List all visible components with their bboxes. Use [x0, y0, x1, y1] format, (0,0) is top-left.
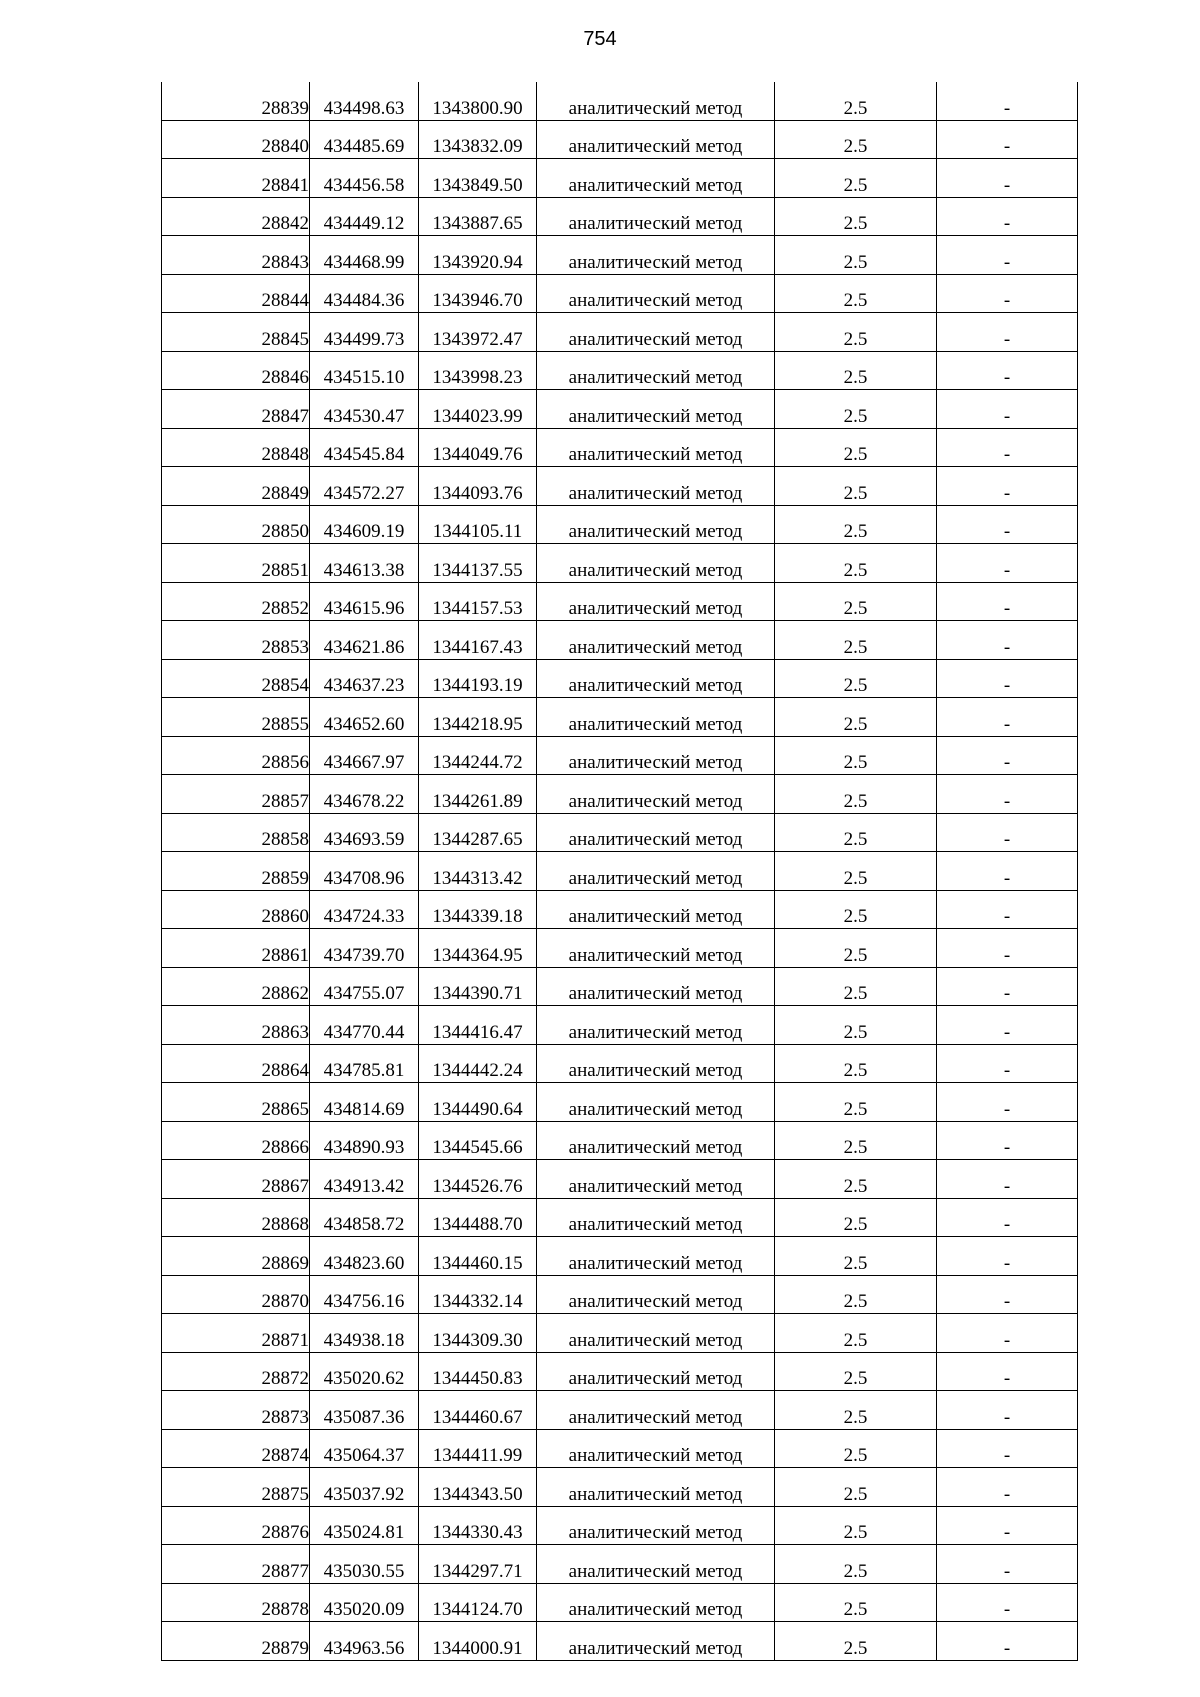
- table-row: [162, 1121, 1078, 1160]
- y-coordinate-cell: 1344416.47: [419, 1006, 537, 1045]
- table-row: [162, 736, 1078, 775]
- accuracy-cell: 2.5: [775, 544, 937, 583]
- accuracy-cell: 2.5: [775, 813, 937, 852]
- table-row: [162, 698, 1078, 737]
- x-coordinate-cell: 434609.19: [310, 505, 419, 544]
- table-row: [162, 467, 1078, 506]
- point-number-cell: 28859: [162, 852, 310, 891]
- y-coordinate-cell: 1344390.71: [419, 967, 537, 1006]
- accuracy-cell: 2.5: [775, 1198, 937, 1237]
- note-cell: -: [937, 1468, 1078, 1507]
- accuracy-cell: 2.5: [775, 698, 937, 737]
- y-coordinate-cell: 1344488.70: [419, 1198, 537, 1237]
- point-number-cell: 28847: [162, 390, 310, 429]
- table-row: [162, 1314, 1078, 1353]
- table-row: [162, 1545, 1078, 1584]
- note-cell: -: [937, 505, 1078, 544]
- accuracy-cell: 2.5: [775, 505, 937, 544]
- accuracy-cell: 2.5: [775, 159, 937, 198]
- x-coordinate-cell: 434484.36: [310, 274, 419, 313]
- point-number-cell: 28876: [162, 1506, 310, 1545]
- note-cell: -: [937, 1121, 1078, 1160]
- accuracy-cell: 2.5: [775, 1275, 937, 1314]
- x-coordinate-cell: 434756.16: [310, 1275, 419, 1314]
- point-number-cell: 28868: [162, 1198, 310, 1237]
- accuracy-cell: 2.5: [775, 1044, 937, 1083]
- page-number: 754: [583, 28, 617, 50]
- x-coordinate-cell: 435024.81: [310, 1506, 419, 1545]
- accuracy-cell: 2.5: [775, 1352, 937, 1391]
- point-number-cell: 28861: [162, 929, 310, 968]
- y-coordinate-cell: 1344261.89: [419, 775, 537, 814]
- x-coordinate-cell: 434615.96: [310, 582, 419, 621]
- table-row: [162, 1352, 1078, 1391]
- accuracy-cell: 2.5: [775, 120, 937, 159]
- method-cell: аналитический метод: [537, 1083, 775, 1122]
- y-coordinate-cell: 1343887.65: [419, 197, 537, 236]
- note-cell: -: [937, 775, 1078, 814]
- method-cell: аналитический метод: [537, 1391, 775, 1430]
- point-number-cell: 28864: [162, 1044, 310, 1083]
- y-coordinate-cell: 1344105.11: [419, 505, 537, 544]
- method-cell: аналитический метод: [537, 467, 775, 506]
- accuracy-cell: 2.5: [775, 1429, 937, 1468]
- table-row: [162, 82, 1078, 120]
- point-number-cell: 28858: [162, 813, 310, 852]
- note-cell: -: [937, 1006, 1078, 1045]
- method-cell: аналитический метод: [537, 775, 775, 814]
- note-cell: -: [937, 544, 1078, 583]
- accuracy-cell: 2.5: [775, 1622, 937, 1661]
- note-cell: -: [937, 1622, 1078, 1661]
- table-row: [162, 582, 1078, 621]
- point-number-cell: 28866: [162, 1121, 310, 1160]
- method-cell: аналитический метод: [537, 1006, 775, 1045]
- table-row: [162, 621, 1078, 660]
- accuracy-cell: 2.5: [775, 1314, 937, 1353]
- table-row: [162, 274, 1078, 313]
- method-cell: аналитический метод: [537, 698, 775, 737]
- y-coordinate-cell: 1344490.64: [419, 1083, 537, 1122]
- table-row: [162, 390, 1078, 429]
- note-cell: -: [937, 1044, 1078, 1083]
- table-row: [162, 505, 1078, 544]
- method-cell: аналитический метод: [537, 1160, 775, 1199]
- y-coordinate-cell: 1344411.99: [419, 1429, 537, 1468]
- note-cell: -: [937, 1237, 1078, 1276]
- method-cell: аналитический метод: [537, 1314, 775, 1353]
- y-coordinate-cell: 1344167.43: [419, 621, 537, 660]
- table-row: [162, 544, 1078, 583]
- table-row: [162, 351, 1078, 390]
- y-coordinate-cell: 1344339.18: [419, 890, 537, 929]
- method-cell: аналитический метод: [537, 1429, 775, 1468]
- method-cell: аналитический метод: [537, 159, 775, 198]
- table-row: [162, 1468, 1078, 1507]
- point-number-cell: 28846: [162, 351, 310, 390]
- method-cell: аналитический метод: [537, 1622, 775, 1661]
- note-cell: -: [937, 313, 1078, 352]
- x-coordinate-cell: 434814.69: [310, 1083, 419, 1122]
- method-cell: аналитический метод: [537, 274, 775, 313]
- table-row: [162, 813, 1078, 852]
- note-cell: -: [937, 967, 1078, 1006]
- table-row: [162, 159, 1078, 198]
- y-coordinate-cell: 1344049.76: [419, 428, 537, 467]
- method-cell: аналитический метод: [537, 621, 775, 660]
- point-number-cell: 28875: [162, 1468, 310, 1507]
- point-number-cell: 28844: [162, 274, 310, 313]
- table-row: [162, 1044, 1078, 1083]
- table-body: [162, 82, 1078, 1660]
- table-row: [162, 1198, 1078, 1237]
- point-number-cell: 28849: [162, 467, 310, 506]
- method-cell: аналитический метод: [537, 120, 775, 159]
- method-cell: аналитический метод: [537, 236, 775, 275]
- x-coordinate-cell: 434637.23: [310, 659, 419, 698]
- point-number-cell: 28874: [162, 1429, 310, 1468]
- y-coordinate-cell: 1344244.72: [419, 736, 537, 775]
- note-cell: -: [937, 1352, 1078, 1391]
- x-coordinate-cell: 434755.07: [310, 967, 419, 1006]
- accuracy-cell: 2.5: [775, 1391, 937, 1430]
- method-cell: аналитический метод: [537, 1237, 775, 1276]
- note-cell: -: [937, 351, 1078, 390]
- method-cell: аналитический метод: [537, 197, 775, 236]
- x-coordinate-cell: 434724.33: [310, 890, 419, 929]
- table-row: [162, 1506, 1078, 1545]
- y-coordinate-cell: 1344460.67: [419, 1391, 537, 1430]
- y-coordinate-cell: 1343800.90: [419, 82, 537, 120]
- point-number-cell: 28850: [162, 505, 310, 544]
- x-coordinate-cell: 434468.99: [310, 236, 419, 275]
- y-coordinate-cell: 1344287.65: [419, 813, 537, 852]
- point-number-cell: 28865: [162, 1083, 310, 1122]
- accuracy-cell: 2.5: [775, 313, 937, 352]
- accuracy-cell: 2.5: [775, 1160, 937, 1199]
- x-coordinate-cell: 434485.69: [310, 120, 419, 159]
- x-coordinate-cell: 434667.97: [310, 736, 419, 775]
- method-cell: аналитический метод: [537, 390, 775, 429]
- note-cell: -: [937, 236, 1078, 275]
- note-cell: -: [937, 698, 1078, 737]
- x-coordinate-cell: 434613.38: [310, 544, 419, 583]
- point-number-cell: 28857: [162, 775, 310, 814]
- method-cell: аналитический метод: [537, 659, 775, 698]
- y-coordinate-cell: 1343849.50: [419, 159, 537, 198]
- accuracy-cell: 2.5: [775, 197, 937, 236]
- note-cell: -: [937, 1506, 1078, 1545]
- point-number-cell: 28853: [162, 621, 310, 660]
- x-coordinate-cell: 435037.92: [310, 1468, 419, 1507]
- x-coordinate-cell: 434515.10: [310, 351, 419, 390]
- method-cell: аналитический метод: [537, 1545, 775, 1584]
- y-coordinate-cell: 1344450.83: [419, 1352, 537, 1391]
- point-number-cell: 28872: [162, 1352, 310, 1391]
- method-cell: аналитический метод: [537, 505, 775, 544]
- note-cell: -: [937, 1545, 1078, 1584]
- table-row: [162, 236, 1078, 275]
- x-coordinate-cell: 434858.72: [310, 1198, 419, 1237]
- note-cell: -: [937, 428, 1078, 467]
- y-coordinate-cell: 1343920.94: [419, 236, 537, 275]
- method-cell: аналитический метод: [537, 544, 775, 583]
- note-cell: -: [937, 159, 1078, 198]
- point-number-cell: 28851: [162, 544, 310, 583]
- y-coordinate-cell: 1343972.47: [419, 313, 537, 352]
- y-coordinate-cell: 1344309.30: [419, 1314, 537, 1353]
- accuracy-cell: 2.5: [775, 1468, 937, 1507]
- x-coordinate-cell: 434545.84: [310, 428, 419, 467]
- table-row: [162, 313, 1078, 352]
- y-coordinate-cell: 1343946.70: [419, 274, 537, 313]
- point-number-cell: 28870: [162, 1275, 310, 1314]
- table-row: [162, 1237, 1078, 1276]
- x-coordinate-cell: 434770.44: [310, 1006, 419, 1045]
- x-coordinate-cell: 434963.56: [310, 1622, 419, 1661]
- method-cell: аналитический метод: [537, 1468, 775, 1507]
- note-cell: -: [937, 852, 1078, 891]
- accuracy-cell: 2.5: [775, 1545, 937, 1584]
- x-coordinate-cell: 434530.47: [310, 390, 419, 429]
- y-coordinate-cell: 1343832.09: [419, 120, 537, 159]
- table-row: [162, 1391, 1078, 1430]
- x-coordinate-cell: 434785.81: [310, 1044, 419, 1083]
- x-coordinate-cell: 435087.36: [310, 1391, 419, 1430]
- method-cell: аналитический метод: [537, 1198, 775, 1237]
- accuracy-cell: 2.5: [775, 236, 937, 275]
- table-row: [162, 1429, 1078, 1468]
- method-cell: аналитический метод: [537, 890, 775, 929]
- accuracy-cell: 2.5: [775, 1506, 937, 1545]
- note-cell: -: [937, 1583, 1078, 1622]
- point-number-cell: 28871: [162, 1314, 310, 1353]
- point-number-cell: 28852: [162, 582, 310, 621]
- accuracy-cell: 2.5: [775, 1083, 937, 1122]
- accuracy-cell: 2.5: [775, 890, 937, 929]
- point-number-cell: 28862: [162, 967, 310, 1006]
- table-row: [162, 929, 1078, 968]
- x-coordinate-cell: 434456.58: [310, 159, 419, 198]
- note-cell: -: [937, 659, 1078, 698]
- note-cell: -: [937, 197, 1078, 236]
- method-cell: аналитический метод: [537, 1044, 775, 1083]
- accuracy-cell: 2.5: [775, 467, 937, 506]
- accuracy-cell: 2.5: [775, 929, 937, 968]
- point-number-cell: 28863: [162, 1006, 310, 1045]
- y-coordinate-cell: 1344460.15: [419, 1237, 537, 1276]
- x-coordinate-cell: 434708.96: [310, 852, 419, 891]
- y-coordinate-cell: 1344093.76: [419, 467, 537, 506]
- note-cell: -: [937, 274, 1078, 313]
- method-cell: аналитический метод: [537, 1583, 775, 1622]
- x-coordinate-cell: 435020.09: [310, 1583, 419, 1622]
- y-coordinate-cell: 1343998.23: [419, 351, 537, 390]
- point-number-cell: 28841: [162, 159, 310, 198]
- note-cell: -: [937, 813, 1078, 852]
- note-cell: -: [937, 467, 1078, 506]
- point-number-cell: 28855: [162, 698, 310, 737]
- point-number-cell: 28878: [162, 1583, 310, 1622]
- table-row: [162, 1160, 1078, 1199]
- x-coordinate-cell: 434938.18: [310, 1314, 419, 1353]
- point-number-cell: 28840: [162, 120, 310, 159]
- y-coordinate-cell: 1344023.99: [419, 390, 537, 429]
- point-number-cell: 28867: [162, 1160, 310, 1199]
- method-cell: аналитический метод: [537, 1121, 775, 1160]
- y-coordinate-cell: 1344332.14: [419, 1275, 537, 1314]
- x-coordinate-cell: 434913.42: [310, 1160, 419, 1199]
- table-row: [162, 967, 1078, 1006]
- y-coordinate-cell: 1344000.91: [419, 1622, 537, 1661]
- y-coordinate-cell: 1344193.19: [419, 659, 537, 698]
- x-coordinate-cell: 434823.60: [310, 1237, 419, 1276]
- method-cell: аналитический метод: [537, 82, 775, 120]
- note-cell: -: [937, 1314, 1078, 1353]
- y-coordinate-cell: 1344526.76: [419, 1160, 537, 1199]
- note-cell: -: [937, 736, 1078, 775]
- table-row: [162, 120, 1078, 159]
- point-number-cell: 28839: [162, 82, 310, 120]
- x-coordinate-cell: 434890.93: [310, 1121, 419, 1160]
- point-number-cell: 28842: [162, 197, 310, 236]
- x-coordinate-cell: 434652.60: [310, 698, 419, 737]
- note-cell: -: [937, 621, 1078, 660]
- note-cell: -: [937, 1160, 1078, 1199]
- note-cell: -: [937, 890, 1078, 929]
- accuracy-cell: 2.5: [775, 390, 937, 429]
- accuracy-cell: 2.5: [775, 1121, 937, 1160]
- accuracy-cell: 2.5: [775, 967, 937, 1006]
- x-coordinate-cell: 434572.27: [310, 467, 419, 506]
- accuracy-cell: 2.5: [775, 736, 937, 775]
- x-coordinate-cell: 435030.55: [310, 1545, 419, 1584]
- table-row: [162, 1083, 1078, 1122]
- method-cell: аналитический метод: [537, 1506, 775, 1545]
- y-coordinate-cell: 1344157.53: [419, 582, 537, 621]
- method-cell: аналитический метод: [537, 582, 775, 621]
- y-coordinate-cell: 1344330.43: [419, 1506, 537, 1545]
- method-cell: аналитический метод: [537, 351, 775, 390]
- point-number-cell: 28854: [162, 659, 310, 698]
- point-number-cell: 28860: [162, 890, 310, 929]
- note-cell: -: [937, 1429, 1078, 1468]
- y-coordinate-cell: 1344545.66: [419, 1121, 537, 1160]
- note-cell: -: [937, 1198, 1078, 1237]
- accuracy-cell: 2.5: [775, 852, 937, 891]
- point-number-cell: 28879: [162, 1622, 310, 1661]
- method-cell: аналитический метод: [537, 813, 775, 852]
- point-number-cell: 28848: [162, 428, 310, 467]
- table-row: [162, 1006, 1078, 1045]
- accuracy-cell: 2.5: [775, 274, 937, 313]
- x-coordinate-cell: 434449.12: [310, 197, 419, 236]
- point-number-cell: 28843: [162, 236, 310, 275]
- point-number-cell: 28873: [162, 1391, 310, 1430]
- accuracy-cell: 2.5: [775, 428, 937, 467]
- y-coordinate-cell: 1344218.95: [419, 698, 537, 737]
- x-coordinate-cell: 434739.70: [310, 929, 419, 968]
- method-cell: аналитический метод: [537, 1352, 775, 1391]
- y-coordinate-cell: 1344343.50: [419, 1468, 537, 1507]
- method-cell: аналитический метод: [537, 852, 775, 891]
- x-coordinate-cell: 434499.73: [310, 313, 419, 352]
- note-cell: -: [937, 120, 1078, 159]
- table-row: [162, 659, 1078, 698]
- accuracy-cell: 2.5: [775, 82, 937, 120]
- coordinates-table: [161, 82, 1078, 1661]
- accuracy-cell: 2.5: [775, 1583, 937, 1622]
- point-number-cell: 28877: [162, 1545, 310, 1584]
- y-coordinate-cell: 1344442.24: [419, 1044, 537, 1083]
- note-cell: -: [937, 1083, 1078, 1122]
- y-coordinate-cell: 1344313.42: [419, 852, 537, 891]
- accuracy-cell: 2.5: [775, 775, 937, 814]
- method-cell: аналитический метод: [537, 428, 775, 467]
- note-cell: -: [937, 1275, 1078, 1314]
- accuracy-cell: 2.5: [775, 659, 937, 698]
- table-row: [162, 1622, 1078, 1661]
- table-row: [162, 1583, 1078, 1622]
- accuracy-cell: 2.5: [775, 582, 937, 621]
- note-cell: -: [937, 1391, 1078, 1430]
- table-row: [162, 197, 1078, 236]
- accuracy-cell: 2.5: [775, 621, 937, 660]
- table-row: [162, 775, 1078, 814]
- y-coordinate-cell: 1344364.95: [419, 929, 537, 968]
- method-cell: аналитический метод: [537, 967, 775, 1006]
- method-cell: аналитический метод: [537, 1275, 775, 1314]
- accuracy-cell: 2.5: [775, 351, 937, 390]
- accuracy-cell: 2.5: [775, 1237, 937, 1276]
- method-cell: аналитический метод: [537, 736, 775, 775]
- point-number-cell: 28856: [162, 736, 310, 775]
- x-coordinate-cell: 434498.63: [310, 82, 419, 120]
- x-coordinate-cell: 435064.37: [310, 1429, 419, 1468]
- note-cell: -: [937, 82, 1078, 120]
- point-number-cell: 28869: [162, 1237, 310, 1276]
- y-coordinate-cell: 1344137.55: [419, 544, 537, 583]
- note-cell: -: [937, 929, 1078, 968]
- table-row: [162, 1275, 1078, 1314]
- x-coordinate-cell: 434693.59: [310, 813, 419, 852]
- y-coordinate-cell: 1344124.70: [419, 1583, 537, 1622]
- accuracy-cell: 2.5: [775, 1006, 937, 1045]
- x-coordinate-cell: 434621.86: [310, 621, 419, 660]
- point-number-cell: 28845: [162, 313, 310, 352]
- table-row: [162, 852, 1078, 891]
- method-cell: аналитический метод: [537, 313, 775, 352]
- table-row: [162, 428, 1078, 467]
- note-cell: -: [937, 582, 1078, 621]
- table-row: [162, 890, 1078, 929]
- x-coordinate-cell: 435020.62: [310, 1352, 419, 1391]
- note-cell: -: [937, 390, 1078, 429]
- method-cell: аналитический метод: [537, 929, 775, 968]
- x-coordinate-cell: 434678.22: [310, 775, 419, 814]
- y-coordinate-cell: 1344297.71: [419, 1545, 537, 1584]
